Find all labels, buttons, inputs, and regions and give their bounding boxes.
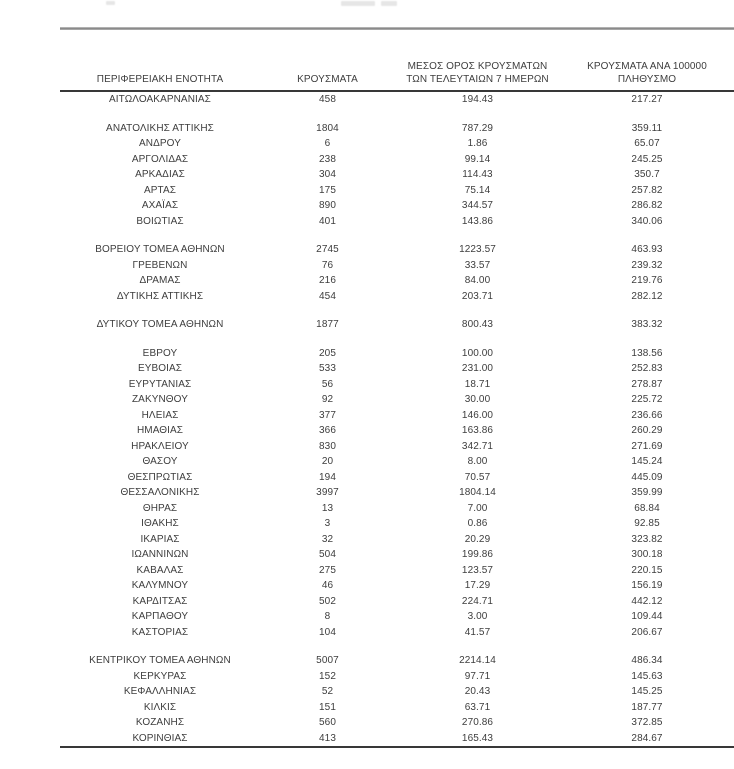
avg7day-cell: 0.86 — [467, 518, 488, 530]
per100k-cell: 383.32 — [631, 319, 663, 331]
avg7day-cell: 41.57 — [464, 626, 491, 638]
table-row — [60, 563, 734, 579]
table-row — [60, 167, 734, 183]
cases-cell: 152 — [319, 670, 336, 682]
table-row — [60, 423, 734, 439]
avg7day-cell: 203.71 — [461, 290, 494, 302]
avg7day-cell: 2214.14 — [459, 655, 496, 667]
table-row — [60, 183, 734, 199]
region-cell: ΖΑΚΥΝΘΟΥ — [131, 394, 189, 406]
table-row — [60, 669, 734, 685]
table-row — [60, 609, 734, 625]
table-row — [60, 258, 734, 274]
region-cell: ΑΝΑΤΟΛΙΚΗΣ ΑΤΤΙΚΗΣ — [106, 122, 214, 134]
table-header — [60, 30, 734, 91]
cases-cell: 377 — [319, 409, 336, 421]
group-spacer-row — [60, 640, 734, 653]
table-row — [60, 198, 734, 214]
region-cell: ΔΡΑΜΑΣ — [139, 275, 181, 287]
cases-by-regional-unit-table — [60, 30, 734, 748]
avg7day-cell: 30.00 — [464, 394, 491, 406]
group-spacer-row — [60, 333, 734, 346]
per100k-cell: 323.82 — [631, 533, 663, 545]
region-cell: ΔΥΤΙΚΟΥ ΤΟΜΕΑ ΑΘΗΝΩΝ — [96, 319, 224, 331]
per100k-cell: 486.34 — [631, 655, 663, 667]
table-row — [60, 454, 734, 470]
cases-cell: 238 — [319, 153, 336, 165]
table-row — [60, 408, 734, 424]
table-row — [60, 273, 734, 289]
table-row — [60, 242, 734, 258]
avg7day-cell: 787.29 — [461, 122, 494, 134]
region-cell: ΓΡΕΒΕΝΩΝ — [132, 259, 188, 271]
avg7day-cell: 270.86 — [461, 717, 494, 729]
avg7day-cell: 8.00 — [467, 456, 488, 468]
cases-cell: 76 — [321, 259, 334, 271]
cases-cell: 13 — [321, 502, 334, 514]
cases-cell: 92 — [321, 394, 334, 406]
column-header-per100k: ΚΡΟΥΣΜΑΤΑ ΑΝΑ 100000 ΠΛΗΘΥΣΜΟ — [560, 30, 734, 91]
cases-cell: 1804 — [316, 122, 339, 134]
per100k-cell: 156.19 — [631, 580, 663, 592]
region-cell: ΘΗΡΑΣ — [142, 502, 178, 514]
region-cell: ΑΡΓΟΛΙΔΑΣ — [131, 153, 189, 165]
region-cell: ΘΑΣΟΥ — [142, 456, 178, 468]
per100k-cell: 145.24 — [631, 456, 663, 468]
cases-cell: 32 — [321, 533, 334, 545]
avg7day-cell: 70.57 — [464, 471, 491, 483]
table-row — [60, 439, 734, 455]
cases-cell: 46 — [321, 580, 334, 592]
table-row — [60, 684, 734, 700]
per100k-cell: 372.85 — [631, 717, 663, 729]
region-cell: ΑΡΤΑΣ — [143, 184, 177, 196]
cases-cell: 304 — [319, 169, 336, 181]
avg7day-cell: 63.71 — [464, 701, 491, 713]
per100k-cell: 145.25 — [631, 686, 663, 698]
avg7day-cell: 800.43 — [461, 319, 494, 331]
avg7day-cell: 1223.57 — [459, 244, 496, 256]
avg7day-cell: 342.71 — [461, 440, 494, 452]
table-row — [60, 121, 734, 137]
region-cell: ΘΕΣΣΑΛΟΝΙΚΗΣ — [120, 487, 200, 499]
per100k-cell: 206.67 — [631, 626, 663, 638]
table-row — [60, 578, 734, 594]
region-cell: ΕΥΒΟΙΑΣ — [137, 363, 183, 375]
cases-cell: 560 — [319, 717, 336, 729]
table-row — [60, 377, 734, 393]
spacer-cell — [60, 304, 734, 317]
cases-cell: 8 — [324, 611, 331, 623]
table-row — [60, 152, 734, 168]
region-cell: ΙΘΑΚΗΣ — [141, 518, 179, 530]
per100k-cell: 350.7 — [634, 169, 660, 181]
spacer-cell — [60, 333, 734, 346]
cases-cell: 216 — [319, 275, 336, 287]
region-cell: ΕΒΡΟΥ — [142, 347, 178, 359]
cases-cell: 5007 — [316, 655, 339, 667]
spacer-cell — [60, 108, 734, 121]
group-spacer-row — [60, 108, 734, 121]
avg7day-cell: 194.43 — [461, 94, 494, 106]
cases-cell: 413 — [319, 732, 336, 744]
region-cell: ΗΜΑΘΙΑΣ — [136, 425, 184, 437]
cases-cell: 104 — [319, 626, 336, 638]
avg7day-cell: 344.57 — [461, 200, 494, 212]
per100k-cell: 286.82 — [631, 200, 663, 212]
cases-cell: 830 — [319, 440, 336, 452]
cases-cell: 175 — [319, 184, 336, 196]
cases-cell: 56 — [321, 378, 334, 390]
per100k-cell: 68.84 — [634, 502, 660, 514]
region-cell: ΚΕΝΤΡΙΚΟΥ ΤΟΜΕΑ ΑΘΗΝΩΝ — [89, 655, 231, 667]
avg7day-cell: 146.00 — [461, 409, 494, 421]
avg7day-cell: 123.57 — [461, 564, 494, 576]
avg7day-cell: 224.71 — [461, 595, 494, 607]
table-row — [60, 317, 734, 333]
table-row — [60, 361, 734, 377]
cases-table-container — [60, 27, 734, 748]
region-cell: ΚΙΛΚΙΣ — [143, 701, 177, 713]
column-header-region: ΠΕΡΙΦΕΡΕΙΑΚΗ ΕΝΟΤΗΤΑ — [60, 30, 260, 91]
spacer-cell — [60, 640, 734, 653]
avg7day-cell: 143.86 — [461, 215, 494, 227]
cropped-text-fragment — [106, 1, 115, 5]
cases-cell: 194 — [319, 471, 336, 483]
per100k-cell: 271.69 — [631, 440, 663, 452]
region-cell: ΒΟΙΩΤΙΑΣ — [136, 215, 184, 227]
per100k-cell: 92.85 — [634, 518, 660, 530]
region-cell: ΚΑΣΤΟΡΙΑΣ — [131, 626, 189, 638]
per100k-cell: 225.72 — [631, 394, 663, 406]
per100k-cell: 463.93 — [631, 244, 663, 256]
region-cell: ΗΛΕΙΑΣ — [141, 409, 179, 421]
table-row — [60, 700, 734, 716]
table-row — [60, 501, 734, 517]
table-row — [60, 289, 734, 305]
table-row — [60, 470, 734, 486]
per100k-cell: 239.32 — [631, 259, 663, 271]
cases-cell: 1877 — [316, 319, 339, 331]
per100k-cell: 300.18 — [631, 549, 663, 561]
cases-cell: 504 — [319, 549, 336, 561]
cases-cell: 533 — [319, 363, 336, 375]
region-cell: ΕΥΡΥΤΑΝΙΑΣ — [128, 378, 192, 390]
table-row — [60, 731, 734, 748]
per100k-cell: 340.06 — [631, 215, 663, 227]
avg7day-cell: 84.00 — [464, 275, 491, 287]
region-cell: ΘΕΣΠΡΩΤΙΑΣ — [127, 471, 193, 483]
region-cell: ΑΙΤΩΛΟΑΚΑΡΝΑΝΙΑΣ — [109, 94, 211, 106]
cases-cell: 151 — [319, 701, 336, 713]
cases-cell: 401 — [319, 215, 336, 227]
per100k-cell: 252.83 — [631, 363, 663, 375]
table-row — [60, 715, 734, 731]
region-cell: ΙΚΑΡΙΑΣ — [140, 533, 180, 545]
table-row — [60, 532, 734, 548]
region-cell: ΑΧΑΪΑΣ — [141, 200, 179, 212]
per100k-cell: 220.15 — [631, 564, 663, 576]
table-row — [60, 392, 734, 408]
region-cell: ΚΑΛΥΜΝΟΥ — [131, 580, 189, 592]
table-body — [60, 91, 734, 747]
table-row — [60, 214, 734, 230]
per100k-cell: 187.77 — [631, 701, 663, 713]
avg7day-cell: 97.71 — [464, 670, 491, 682]
avg7day-cell: 20.29 — [464, 533, 491, 545]
region-cell: ΚΑΡΠΑΘΟΥ — [131, 611, 189, 623]
region-cell: ΙΩΑΝΝΙΝΩΝ — [131, 549, 189, 561]
cases-cell: 275 — [319, 564, 336, 576]
per100k-cell: 442.12 — [631, 595, 663, 607]
per100k-cell: 219.76 — [631, 275, 663, 287]
per100k-cell: 145.63 — [631, 670, 663, 682]
region-cell: ΚΕΦΑΛΛΗΝΙΑΣ — [123, 686, 197, 698]
cases-cell: 890 — [319, 200, 336, 212]
avg7day-cell: 17.29 — [464, 580, 491, 592]
per100k-cell: 445.09 — [631, 471, 663, 483]
cases-cell: 366 — [319, 425, 336, 437]
per100k-cell: 65.07 — [634, 138, 660, 150]
per100k-cell: 257.82 — [631, 184, 663, 196]
table-row — [60, 547, 734, 563]
avg7day-cell: 33.57 — [464, 259, 491, 271]
group-spacer-row — [60, 229, 734, 242]
per100k-cell: 245.25 — [631, 153, 663, 165]
avg7day-cell: 163.86 — [461, 425, 494, 437]
cases-cell: 2745 — [316, 244, 339, 256]
avg7day-cell: 199.86 — [461, 549, 494, 561]
column-header-cases: ΚΡΟΥΣΜΑΤΑ — [260, 30, 395, 91]
cropped-text-fragment — [341, 1, 375, 6]
cases-cell: 20 — [321, 456, 334, 468]
table-row — [60, 653, 734, 669]
region-cell: ΚΑΒΑΛΑΣ — [136, 564, 184, 576]
region-cell: ΑΝΔΡΟΥ — [139, 138, 181, 150]
avg7day-cell: 165.43 — [461, 732, 494, 744]
per100k-cell: 109.44 — [631, 611, 663, 623]
table-row — [60, 516, 734, 532]
avg7day-cell: 100.00 — [461, 347, 494, 359]
region-cell: ΒΟΡΕΙΟΥ ΤΟΜΕΑ ΑΘΗΝΩΝ — [95, 244, 225, 256]
per100k-cell: 278.87 — [631, 378, 663, 390]
per100k-cell: 282.12 — [631, 290, 663, 302]
column-header-avg7day: ΜΕΣΟΣ ΟΡΟΣ ΚΡΟΥΣΜΑΤΩΝ ΤΩΝ ΤΕΛΕΥΤΑΙΩΝ 7 ΗΜΕΡΩΝ — [395, 30, 560, 91]
table-row — [60, 136, 734, 152]
cases-cell: 458 — [319, 94, 336, 106]
cropped-text-fragment — [381, 1, 397, 6]
per100k-cell: 217.27 — [631, 94, 663, 106]
avg7day-cell: 7.00 — [467, 502, 488, 514]
per100k-cell: 236.66 — [631, 409, 663, 421]
avg7day-cell: 18.71 — [464, 378, 491, 390]
group-spacer-row — [60, 304, 734, 317]
avg7day-cell: 114.43 — [462, 169, 493, 181]
cases-cell: 454 — [319, 290, 336, 302]
avg7day-cell: 1804.14 — [459, 487, 496, 499]
cases-cell: 205 — [319, 347, 336, 359]
cases-cell: 502 — [319, 595, 336, 607]
region-cell: ΚΟΡΙΝΘΙΑΣ — [132, 732, 188, 744]
per100k-cell: 260.29 — [631, 425, 663, 437]
cases-cell: 52 — [321, 686, 334, 698]
avg7day-cell: 3.00 — [467, 611, 488, 623]
cases-cell: 6 — [324, 138, 331, 150]
per100k-cell: 359.99 — [631, 487, 663, 499]
avg7day-cell: 75.14 — [464, 184, 491, 196]
per100k-cell: 284.67 — [631, 732, 663, 744]
region-cell: ΚΟΖΑΝΗΣ — [135, 717, 185, 729]
table-row — [60, 485, 734, 501]
cases-cell: 3 — [324, 518, 331, 530]
cases-cell: 3997 — [316, 487, 339, 499]
avg7day-cell: 231.00 — [461, 363, 494, 375]
region-cell: ΔΥΤΙΚΗΣ ΑΤΤΙΚΗΣ — [116, 290, 204, 302]
per100k-cell: 359.11 — [631, 122, 663, 134]
avg7day-cell: 20.43 — [464, 686, 491, 698]
table-row — [60, 594, 734, 610]
region-cell: ΚΕΡΚΥΡΑΣ — [133, 670, 187, 682]
per100k-cell: 138.56 — [631, 347, 663, 359]
spacer-cell — [60, 229, 734, 242]
table-row — [60, 346, 734, 362]
region-cell: ΗΡΑΚΛΕΙΟΥ — [131, 440, 189, 452]
table-row — [60, 91, 734, 108]
avg7day-cell: 1.86 — [467, 138, 488, 150]
avg7day-cell: 99.14 — [464, 153, 491, 165]
region-cell: ΑΡΚΑΔΙΑΣ — [135, 169, 185, 181]
table-row — [60, 625, 734, 641]
region-cell: ΚΑΡΔΙΤΣΑΣ — [132, 595, 188, 607]
